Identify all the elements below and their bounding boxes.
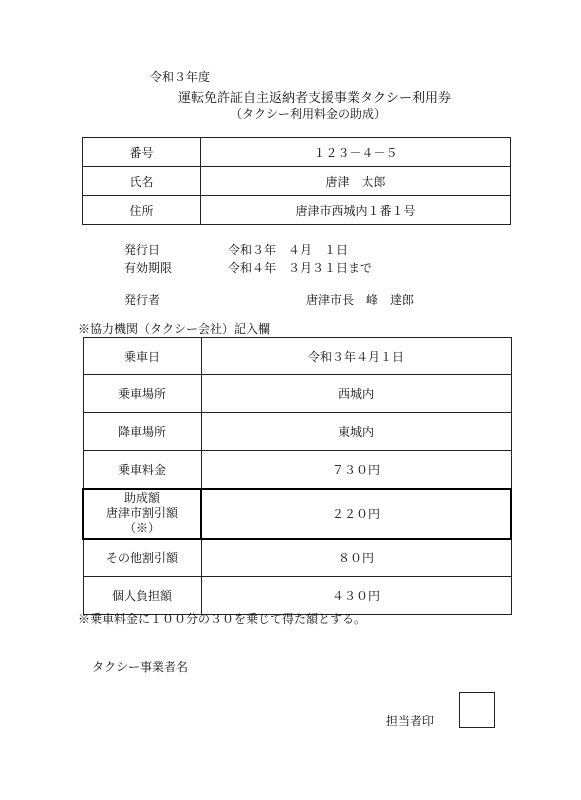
subsidy-label-line: 唐津市割引額 [105,506,178,520]
valid-until-label: 有効期限 [124,261,173,275]
table-row [83,451,511,489]
issuer-label: 発行者 [124,293,161,307]
name-label: 氏名 [83,167,201,196]
table-row [83,196,511,225]
issuer-value: 唐津市長 峰 達郎 [306,293,415,307]
seal-box [459,692,495,728]
personal-burden-label: 個人負担額 [83,577,201,615]
staff-seal-label: 担当者印 [386,714,435,728]
document-subtitle: （タクシー利用料金の助成） [230,107,387,121]
issue-date-value: 令和３年 ４月 １日 [228,243,349,257]
other-discount-label: その他割引額 [83,539,201,577]
table-row [83,413,511,451]
name-value: 唐津 太郎 [201,167,511,196]
personal-burden-value: ４３０円 [201,577,511,615]
cooperating-org-note: ※協力機関（タクシー会社）記入欄 [78,322,271,336]
subsidy-value: ２２０円 [201,489,511,539]
ticket-info-table [82,137,511,225]
address-label: 住所 [83,196,201,225]
number-label: 番号 [83,138,201,167]
fiscal-year: 令和３年度 [150,70,211,84]
valid-until-value: 令和４年 ３月３１日まで [228,261,373,275]
boarding-place-value: 西城内 [201,375,511,413]
address-value: 唐津市西城内１番１号 [201,196,511,225]
table-row [83,539,511,577]
table-row [83,138,511,167]
number-value: １２３－４－５ [201,138,511,167]
boarding-place-label: 乗車場所 [83,375,201,413]
footnote: ※乗車料金に１００分の３０を乗じて得た額とする。 [78,612,367,626]
other-discount-value: ８０円 [201,539,511,577]
subsidy-label [83,489,201,539]
table-row [83,338,511,375]
ride-details-table [82,337,512,615]
alighting-place-value: 東城内 [201,413,511,451]
alighting-place-label: 降車場所 [83,413,201,451]
ride-date-label: 乗車日 [83,338,201,375]
table-row [83,489,511,539]
taxi-operator-label: タクシー事業者名 [92,660,189,674]
document-title: 運転免許証自主返納者支援事業タクシー利用券 [178,91,452,106]
table-row [83,167,511,196]
issue-date-label: 発行日 [124,243,161,257]
table-row [83,577,511,615]
table-row [83,375,511,413]
ride-date-value: 令和３年４月１日 [201,338,511,375]
fare-label: 乗車料金 [83,451,201,489]
fare-value: ７３０円 [201,451,511,489]
subsidy-label-line: （※） [123,521,160,535]
subsidy-label-line: 助成額 [123,491,160,505]
